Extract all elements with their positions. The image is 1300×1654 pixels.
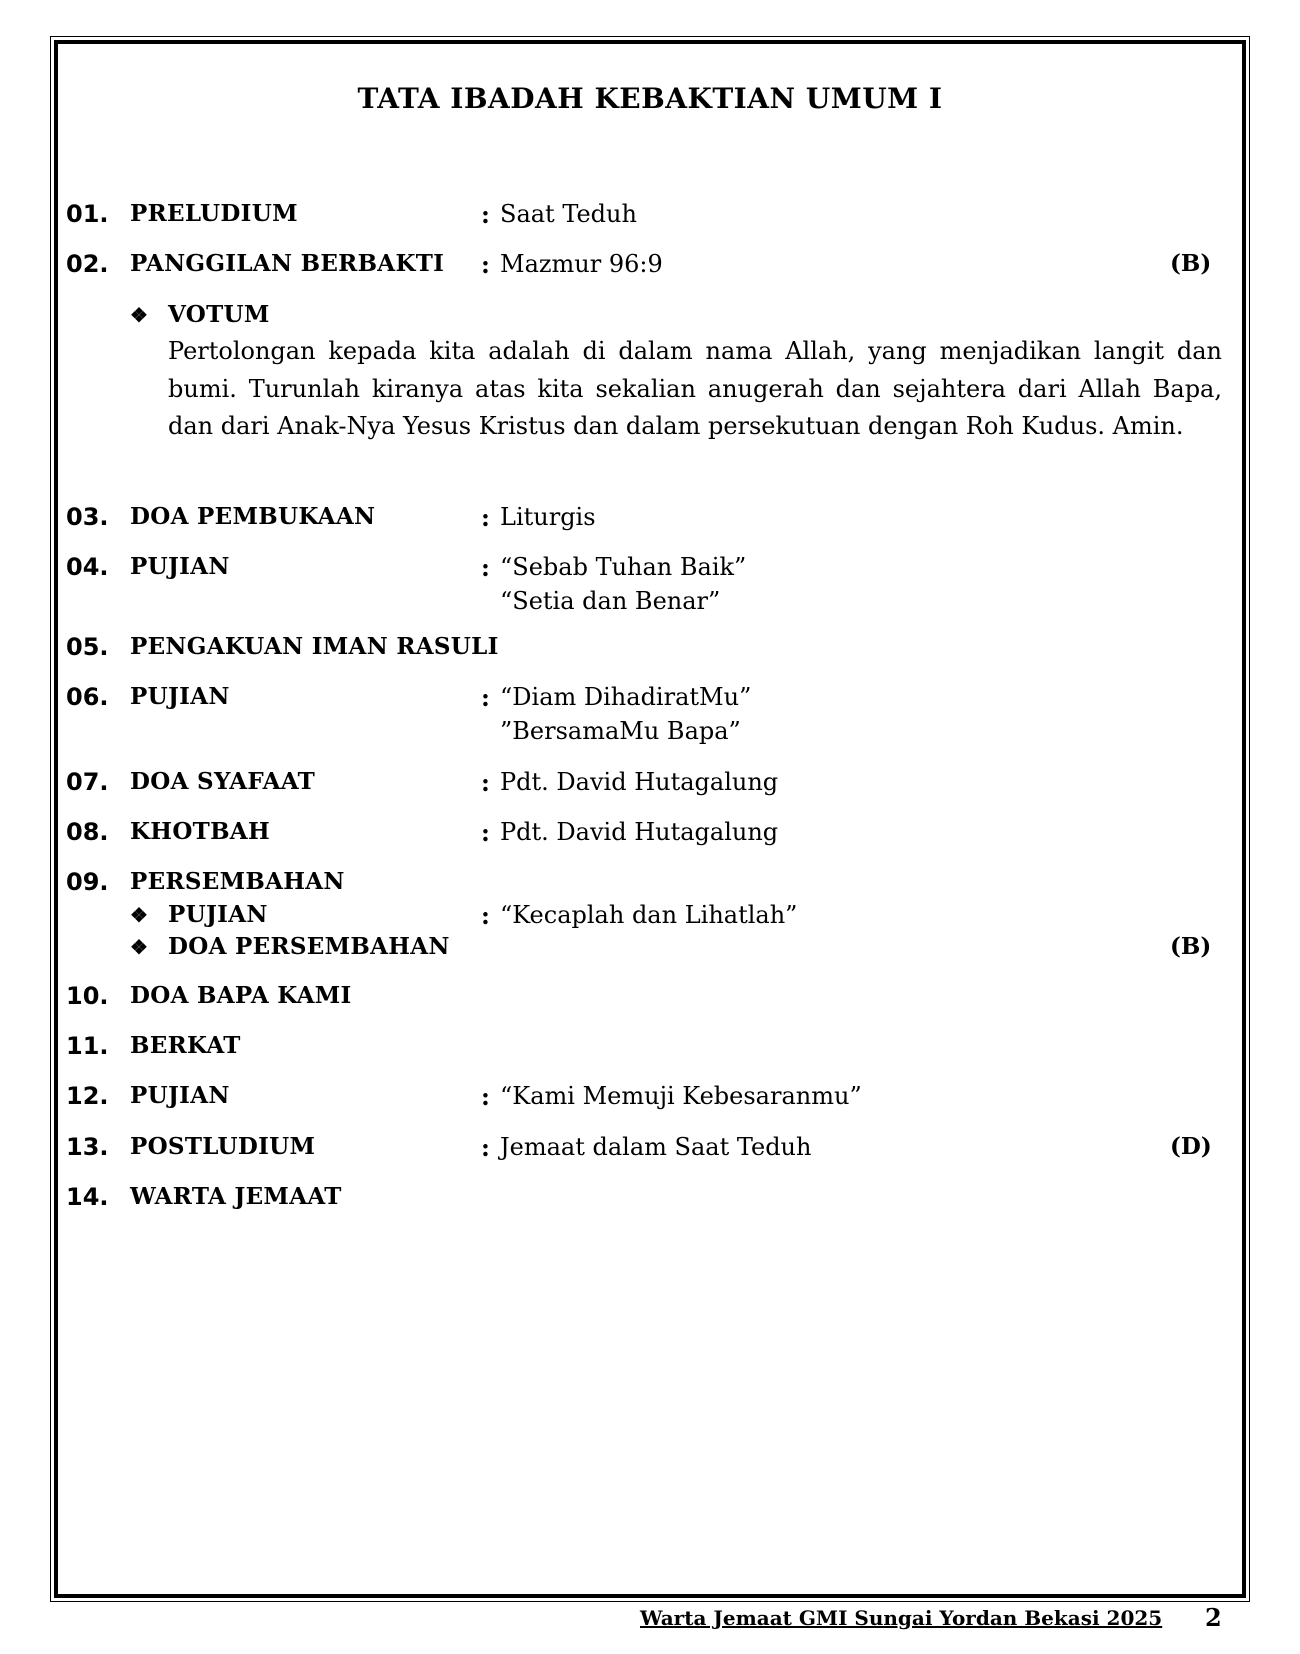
page-number: 2 [1205,1603,1222,1632]
persembahan-subitem-pujian [0,901,1300,935]
item-tag: (B) [1170,933,1212,960]
liturgy-item-13 [0,1133,1300,1167]
diamond-bullet-icon: ❖ [130,935,149,959]
item-value-2: ”BersamaMu Bapa” [500,717,741,745]
item-number: 02. [66,250,109,278]
liturgy-item-10 [0,982,1300,1016]
item-number: 03. [66,503,109,531]
item-number: 01. [66,200,109,228]
liturgy-item-04 [0,553,1300,587]
item-number: 09. [66,868,109,896]
item-colon: : [481,553,490,582]
subitem-label: DOA PERSEMBAHAN [168,933,450,960]
item-label: PUJIAN [130,553,230,580]
liturgy-item-01 [0,200,1300,234]
liturgy-item-07 [0,768,1300,802]
item-colon: : [481,200,490,229]
item-number: 11. [66,1032,109,1060]
item-number: 08. [66,818,109,846]
item-number: 04. [66,553,109,581]
item-value: Pdt. David Hutagalung [500,768,779,796]
liturgy-item-06 [0,683,1300,717]
item-number: 07. [66,768,109,796]
diamond-bullet-icon: ❖ [130,303,149,327]
item-value: “Diam DihadiratMu” [500,683,752,711]
item-value: Saat Teduh [500,200,637,228]
item-label: PRELUDIUM [130,200,298,227]
votum-label: VOTUM [168,301,270,328]
subitem-value: “Kecaplah dan Lihatlah” [500,901,798,929]
item-colon: : [481,1133,490,1162]
item-value: Pdt. David Hutagalung [500,818,779,846]
item-label: PUJIAN [130,1082,230,1109]
item-number: 12. [66,1082,109,1110]
liturgy-item-08 [0,818,1300,852]
item-value: “Sebab Tuhan Baik” [500,553,747,581]
item-label: PUJIAN [130,683,230,710]
liturgy-item-12 [0,1082,1300,1116]
liturgy-item-02 [0,250,1300,284]
item-label: DOA SYAFAAT [130,768,316,795]
item-number: 10. [66,982,109,1010]
liturgy-item-04-second-song [0,587,1300,621]
liturgy-item-11 [0,1032,1300,1066]
item-number: 05. [66,633,109,661]
item-number: 06. [66,683,109,711]
item-label: KHOTBAH [130,818,270,845]
item-tag: (B) [1170,250,1212,277]
item-colon: : [481,818,490,847]
item-label: DOA BAPA KAMI [130,982,352,1009]
item-value: Jemaat dalam Saat Teduh [500,1133,812,1161]
item-value-2: “Setia dan Benar” [500,587,721,615]
liturgy-item-05 [0,633,1300,667]
item-tag: (D) [1170,1133,1212,1160]
item-colon: : [481,503,490,532]
votum-text: Pertolongan kepada kita adalah di dalam nama Allah, yang menjadikan langit dan bumi. Turunlah kiranya atas kita sekalian anugerah dan sejahtera dari Allah Bapa, dan dari Anak-Nya Yesus Kristus dan dalam persekutuan dengan Roh Kudus. Amin. [168,337,1222,440]
item-number: 14. [66,1183,109,1211]
subitem-label: PUJIAN [168,901,268,928]
liturgy-item-14 [0,1183,1300,1217]
item-label: WARTA JEMAAT [130,1183,342,1210]
liturgy-item-06-second-song [0,717,1300,751]
item-colon: : [481,250,490,279]
item-label: PANGGILAN BERBAKTI [130,250,445,277]
item-number: 13. [66,1133,109,1161]
item-value: Mazmur 96:9 [500,250,663,278]
item-label: DOA PEMBUKAAN [130,503,376,530]
item-value: “Kami Memuji Kebesaranmu” [500,1082,862,1110]
votum-heading [0,301,1300,335]
diamond-bullet-icon: ❖ [130,903,149,927]
item-colon: : [481,768,490,797]
liturgy-item-09 [0,868,1300,902]
item-colon: : [481,901,490,930]
item-colon: : [481,1082,490,1111]
item-colon: : [481,683,490,712]
item-label: POSTLUDIUM [130,1133,316,1160]
item-label: PERSEMBAHAN [130,868,345,895]
persembahan-subitem-doa [0,933,1300,967]
page-title: TATA IBADAH KEBAKTIAN UMUM I [357,82,943,115]
item-label: PENGAKUAN IMAN RASULI [130,633,499,660]
item-value: Liturgis [500,503,596,531]
item-label: BERKAT [130,1032,241,1059]
footer-publication-title: Warta Jemaat GMI Sungai Yordan Bekasi 2025 [640,1606,1163,1630]
liturgy-item-03 [0,503,1300,537]
